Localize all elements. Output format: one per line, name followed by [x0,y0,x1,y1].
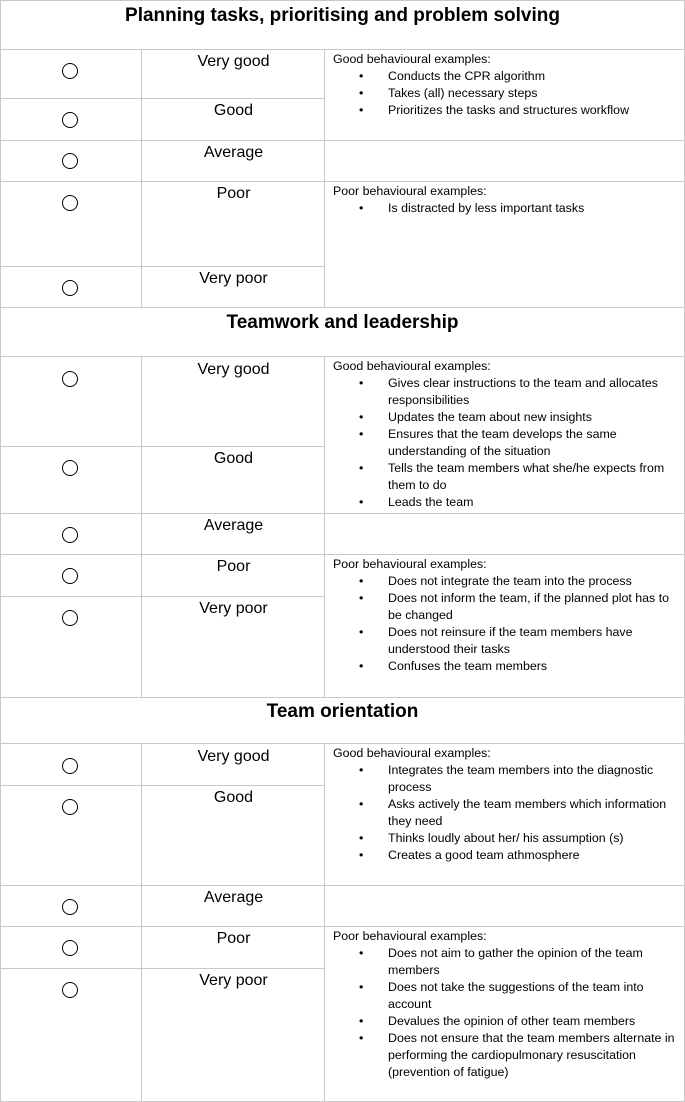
example-item: • Does not reinsure if the team members have understood their tasks [333,624,679,658]
example-item: • Integrates the team members into the diagnostic process [333,762,679,796]
radio-planning-poor[interactable] [62,195,78,211]
section-title-planning: Planning tasks, prioritising and problem solving [125,5,560,26]
rating-label-good: Good [213,102,254,119]
radio-orientation-average[interactable] [62,899,78,915]
rating-label-good: Good [213,450,254,467]
example-item: • Creates a good team athmosphere [333,847,679,864]
good-examples-heading: Good behavioural examples: [333,359,491,373]
radio-teamwork-very-poor[interactable] [62,610,78,626]
radio-orientation-good[interactable] [62,799,78,815]
radio-orientation-very-good[interactable] [62,758,78,774]
rating-label-poor: Poor [216,930,251,947]
example-item: • Does not integrate the team into the process [333,573,679,590]
good-examples-teamwork [333,358,679,511]
example-item: • Ensures that the team develops the same understanding of the situation [333,426,679,460]
rating-label-very-poor: Very poor [199,600,268,617]
radio-orientation-very-poor[interactable] [62,982,78,998]
poor-examples-teamwork [333,556,679,675]
example-item: • Prioritizes the tasks and structures workflow [333,102,679,119]
radio-teamwork-average[interactable] [62,527,78,543]
rating-label-good: Good [213,789,254,806]
example-item: • Updates the team about new insights [333,409,679,426]
radio-planning-very-poor[interactable] [62,280,78,296]
poor-examples-heading: Poor behavioural examples: [333,929,487,943]
radio-teamwork-good[interactable] [62,460,78,476]
example-item: • Takes (all) necessary steps [333,85,679,102]
example-item: • Tells the team members what she/he expects from them to do [333,460,679,494]
example-item: • Leads the team [333,494,679,511]
radio-planning-good[interactable] [62,112,78,128]
example-item: • Is distracted by less important tasks [333,200,679,217]
example-item: • Does not ensure that the team members alternate in performing the cardiopulmonary resuscitation (prevention of fatigue) [333,1030,679,1081]
radio-planning-very-good[interactable] [62,63,78,79]
radio-teamwork-very-good[interactable] [62,371,78,387]
good-examples-heading: Good behavioural examples: [333,746,491,760]
example-item: • Thinks loudly about her/ his assumption (s) [333,830,679,847]
rating-label-very-good: Very good [197,748,270,765]
example-item: • Conducts the CPR algorithm [333,68,679,85]
example-item: • Confuses the team members [333,658,679,675]
rating-label-poor: Poor [216,185,251,202]
radio-teamwork-poor[interactable] [62,568,78,584]
poor-examples-team-orientation [333,928,679,1081]
poor-examples-heading: Poor behavioural examples: [333,557,487,571]
good-examples-heading: Good behavioural examples: [333,52,491,66]
example-item: • Devalues the opinion of other team members [333,1013,679,1030]
example-item: • Does not take the suggestions of the team into account [333,979,679,1013]
rating-label-poor: Poor [216,558,251,575]
example-item: • Does not inform the team, if the planned plot has to be changed [333,590,679,624]
section-title-teamwork: Teamwork and leadership [226,312,459,333]
rating-label-average: Average [203,517,264,534]
poor-examples-heading: Poor behavioural examples: [333,184,487,198]
poor-examples-planning [333,183,679,217]
rating-label-average: Average [203,889,264,906]
rating-label-very-good: Very good [197,361,270,378]
section-title-team-orientation: Team orientation [266,701,419,722]
rating-label-very-poor: Very poor [199,270,268,287]
example-item: • Gives clear instructions to the team and allocates responsibilities [333,375,679,409]
good-examples-team-orientation [333,745,679,864]
rating-label-very-good: Very good [197,53,270,70]
rating-label-very-poor: Very poor [199,972,268,989]
rating-label-average: Average [203,144,264,161]
good-examples-planning [333,51,679,119]
radio-orientation-poor[interactable] [62,940,78,956]
radio-planning-average[interactable] [62,153,78,169]
example-item: • Asks actively the team members which information they need [333,796,679,830]
example-item: • Does not aim to gather the opinion of the team members [333,945,679,979]
